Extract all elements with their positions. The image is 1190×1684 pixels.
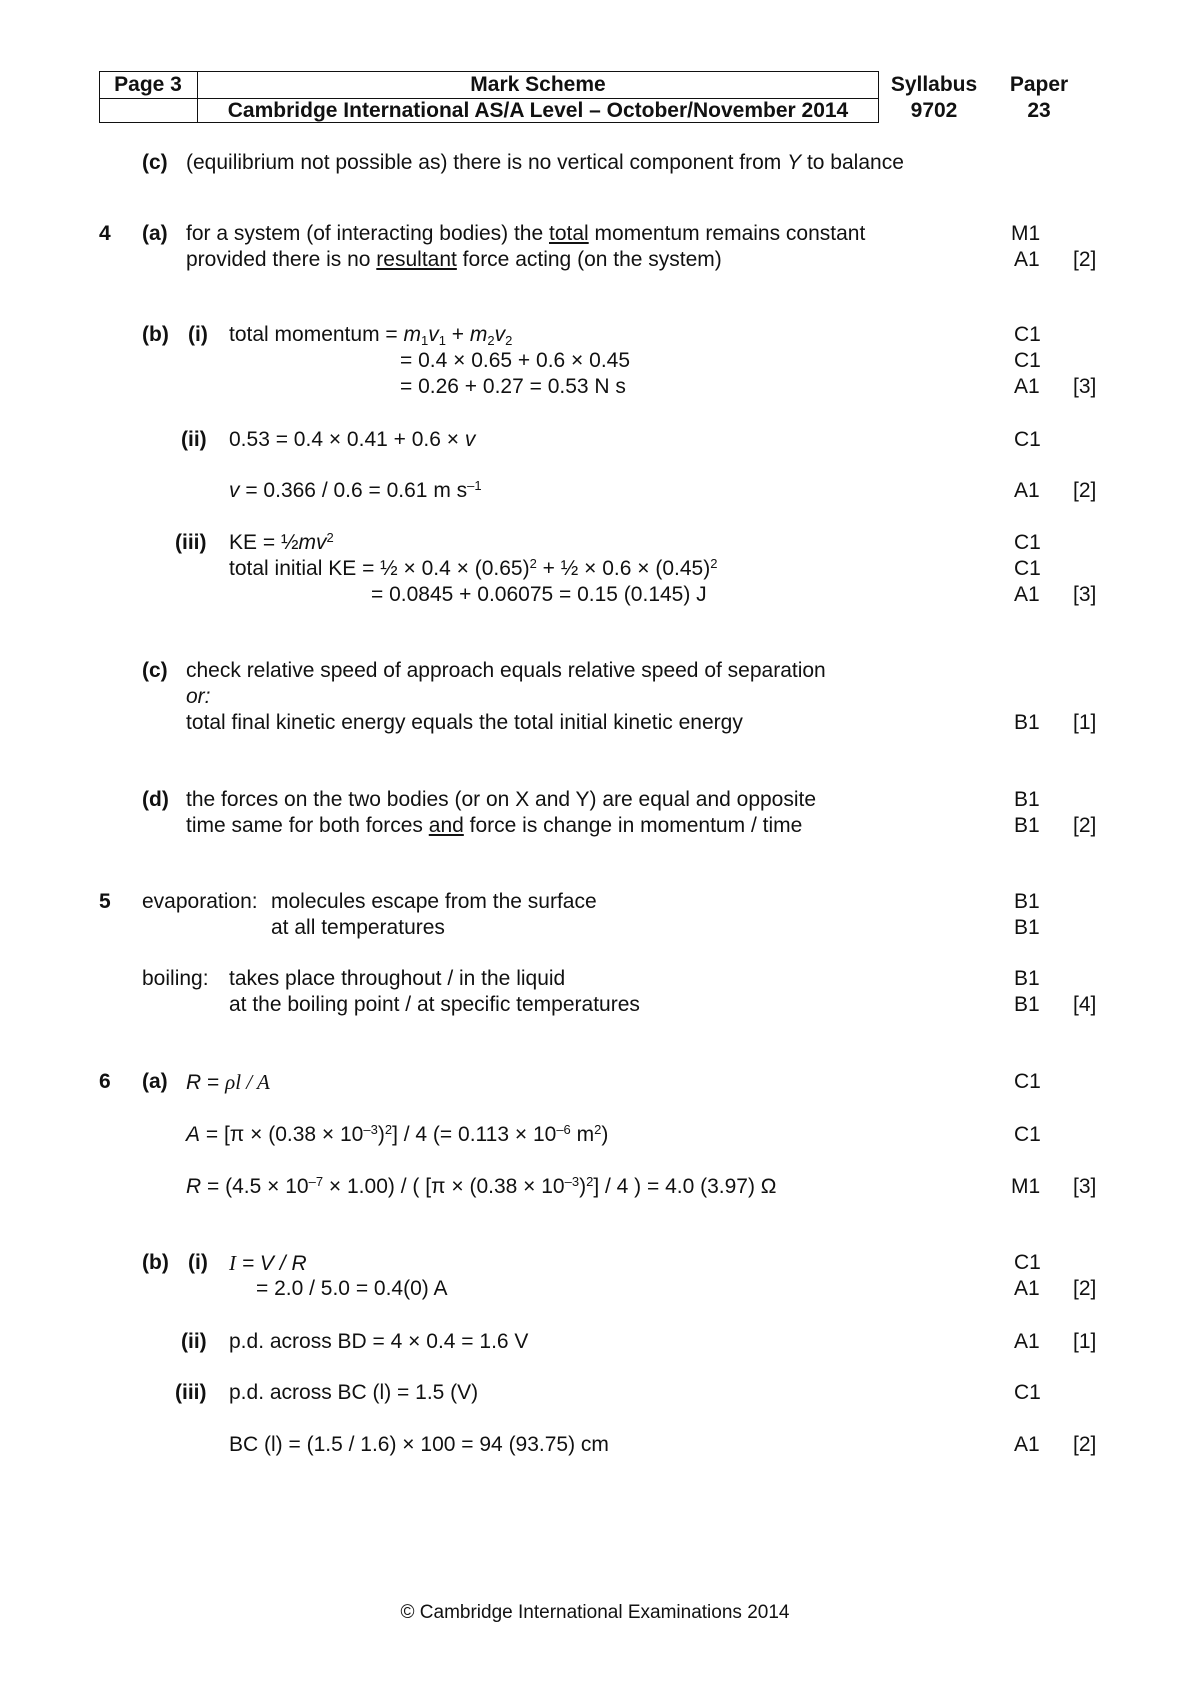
mark: A1: [1014, 1277, 1040, 1300]
answer-text: I = V / R: [229, 1251, 307, 1275]
mark: B1: [1014, 711, 1040, 734]
mark-total: [3]: [1073, 375, 1097, 398]
mark-total: [2]: [1073, 1433, 1097, 1456]
subpart-label: (iii): [175, 1381, 207, 1404]
mark: A1: [1014, 375, 1040, 398]
mark: C1: [1014, 1381, 1041, 1404]
answer-text: time same for both forces and force is change in momentum / time: [186, 814, 803, 837]
mark: M1: [1011, 1175, 1041, 1198]
footer-copyright: © Cambridge International Examinations 2014: [400, 1602, 790, 1623]
part-label: (d): [142, 788, 169, 811]
answer-text: provided there is no resultant force acting (on the system): [186, 248, 722, 271]
answer-text: = 2.0 / 5.0 = 0.4(0) A: [256, 1277, 448, 1300]
answer-text: BC (l) = (1.5 / 1.6) × 100 = 94 (93.75) cm: [229, 1433, 609, 1456]
answer-text: $A = [\pi \times (0.38 \times 10^{-3})^2] / 4$ (= $0.113 \times 10^{-6}$ $m^2$): [186, 1122, 609, 1146]
mark-total: [1]: [1073, 1330, 1097, 1353]
part-label: (c): [142, 659, 168, 682]
answer-text: check relative speed of approach equals relative speed of separation: [186, 659, 826, 682]
answer-text: KE = $\frac{1}{2}mv^2$: [229, 530, 334, 554]
mark-total: [2]: [1073, 814, 1097, 837]
part-label: (a): [142, 1070, 168, 1093]
paper-label: Paper: [1009, 73, 1069, 96]
answer-text: total final kinetic energy equals the total initial kinetic energy: [186, 711, 743, 734]
mark: B1: [1014, 788, 1040, 811]
mark: C1: [1014, 1123, 1041, 1146]
question-number: 6: [99, 1070, 111, 1093]
mark: C1: [1014, 531, 1041, 554]
subpart-label: (ii): [181, 1330, 207, 1353]
mark: A1: [1014, 1330, 1040, 1353]
answer-text: or:: [186, 685, 211, 708]
mark: B1: [1014, 967, 1040, 990]
answer-text: p.d. across BC (l) = 1.5 (V): [229, 1381, 479, 1404]
mark: C1: [1014, 428, 1041, 451]
mark-total: [2]: [1073, 248, 1097, 271]
question-number: 4: [99, 222, 111, 245]
part-label: (a): [142, 222, 168, 245]
subpart-label: (i): [188, 1251, 208, 1274]
answer-text: for a system (of interacting bodies) the total momentum remains constant: [186, 222, 866, 245]
answer-text: takes place throughout / in the liquid: [229, 967, 566, 990]
syllabus-value: 9702: [910, 99, 958, 122]
mark: A1: [1014, 479, 1040, 502]
part-label: (b): [142, 323, 169, 346]
answer-text: = 0.26 + 0.27 = 0.53 N s: [400, 375, 626, 398]
document-subtitle: Cambridge International AS/A Level – October/November 2014: [227, 99, 849, 122]
mark: A1: [1014, 583, 1040, 606]
mark: A1: [1014, 1433, 1040, 1456]
answer-text: the forces on the two bodies (or on X and Y) are equal and opposite: [186, 788, 817, 811]
answer-text: 0.53 = 0.4 × 0.41 + 0.6 × v: [229, 428, 476, 451]
answer-text: $R = (4.5 \times 10^{-7} \times 1.00)$ / ( $[\pi \times (0.38 \times 10^{-3})^2] / 4$ ) = 4.0 (3.97) Ω: [186, 1174, 777, 1198]
answer-text: = 0.4 × 0.65 + 0.6 × 0.45: [400, 349, 631, 372]
answer-text: R = ρl / A: [186, 1070, 270, 1094]
mark: B1: [1014, 890, 1040, 913]
answer-text: total initial KE = ½ × $0.4 \times (0.65)^2$ + ½ × $0.6 \times (0.45)^2$: [229, 556, 718, 580]
mark: M1: [1011, 222, 1041, 245]
answer-text: molecules escape from the surface: [271, 890, 597, 913]
answer-text: at all temperatures: [271, 916, 445, 939]
document-title: Mark Scheme: [470, 73, 606, 96]
mark-total: [4]: [1073, 993, 1097, 1016]
answer-text: = 0.0845 + 0.06075 = 0.15 (0.145) J: [371, 583, 707, 606]
mark-total: [1]: [1073, 711, 1097, 734]
part-label: (c): [142, 151, 168, 174]
mark: C1: [1014, 323, 1041, 346]
subpart-label: (iii): [175, 531, 207, 554]
mark: C1: [1014, 1251, 1041, 1274]
answer-text: v = 0.366 / 0.6 = 0.61 m $s^{-1}$: [229, 478, 482, 502]
answer-text: at the boiling point / at specific temperatures: [229, 993, 640, 1016]
mark-total: [3]: [1073, 1175, 1097, 1198]
mark: C1: [1014, 1070, 1041, 1093]
paper-value: 23: [1027, 99, 1051, 122]
answer-label: boiling:: [142, 967, 209, 990]
subpart-label: (i): [188, 323, 208, 346]
mark-total: [3]: [1073, 583, 1097, 606]
subpart-label: (ii): [181, 428, 207, 451]
mark-total: [2]: [1073, 1277, 1097, 1300]
answer-text: total momentum = $m_1v_1 + m_2v_2$: [229, 323, 513, 348]
page-label: Page 3: [114, 73, 182, 96]
syllabus-label: Syllabus: [890, 73, 978, 96]
answer-text: p.d. across BD = 4 × 0.4 = 1.6 V: [229, 1330, 529, 1353]
answer-label: evaporation:: [142, 890, 258, 913]
question-number: 5: [99, 890, 111, 913]
answer-text: (equilibrium not possible as) there is no vertical component from Y to balance: [186, 151, 904, 174]
mark-total: [2]: [1073, 479, 1097, 502]
mark: A1: [1014, 248, 1040, 271]
mark: B1: [1014, 916, 1040, 939]
mark: C1: [1014, 349, 1041, 372]
part-label: (b): [142, 1251, 169, 1274]
mark: C1: [1014, 557, 1041, 580]
mark: B1: [1014, 814, 1040, 837]
mark: B1: [1014, 993, 1040, 1016]
